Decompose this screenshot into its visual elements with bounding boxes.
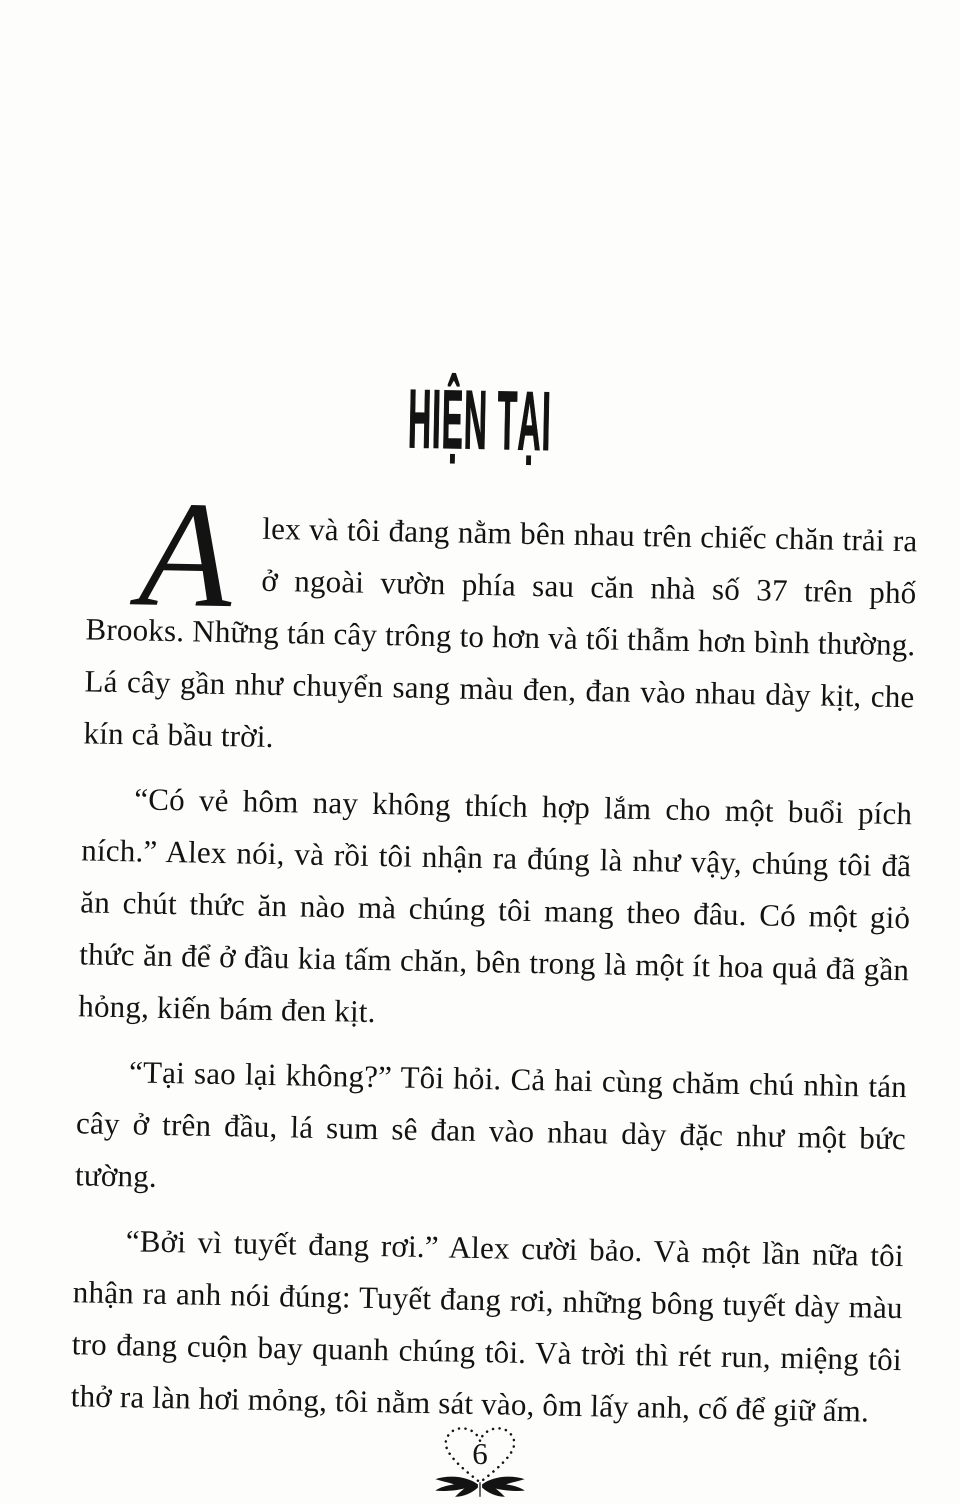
right-wing-icon: [482, 1477, 525, 1497]
title-row: [0, 370, 960, 480]
paragraph-1: [83, 469, 918, 775]
page-number: 6: [472, 1436, 488, 1471]
paragraph-4: “Bởi vì tuyết đang rơi.” Alex cười bảo. Và một lần nữa tôi nhận ra anh nói đúng: Tuyết đang rơi, những bông tuyết dày màu tro đang cuộn bay quanh chúng tôi. Và trời thì rét run, miệng tôi thở ra làn hơi mỏng, tôi nằm sát vào, ôm lấy anh, cố để giữ ấm.: [70, 1223, 905, 1429]
paragraph-2: “Có vẻ hôm nay không thích hợp lắm cho một buổi pích ních.” Alex nói, và rồi tôi nhận ra đúng là như vậy, chúng tôi đã ăn chút thức ăn nào mà chúng tôi mang theo đâu. Có một giỏ thức ăn để ở đầu kia tấm chăn, bên trong là một ít hoa quả đã gần hỏng, kiến bám đen kịt.: [78, 781, 913, 1030]
body-text: [70, 469, 918, 1438]
paragraph-1-text: lex và tôi đang nằm bên nhau trên chiếc chăn trải ra ở ngoài vườn phía sau căn nhà số 37 trên phố Brooks. Những tán cây trông to hơn và tối thẫm hơn bình thường. Lá cây gần như chuyển sang màu đen, đan vào nhau dày kịt, che kín cả bầu trời.: [83, 510, 918, 755]
left-wing-icon: [435, 1477, 478, 1497]
drop-cap: A: [137, 469, 230, 640]
paragraph-3: “Tại sao lại không?” Tôi hỏi. Cả hai cùng chăm chú nhìn tán cây ở trên đầu, lá sum sê đan vào nhau dày đặc như một bức tường.: [74, 1054, 908, 1194]
chapter-title: HIỆN TẠI: [407, 372, 553, 468]
page-footer: [428, 1422, 532, 1502]
